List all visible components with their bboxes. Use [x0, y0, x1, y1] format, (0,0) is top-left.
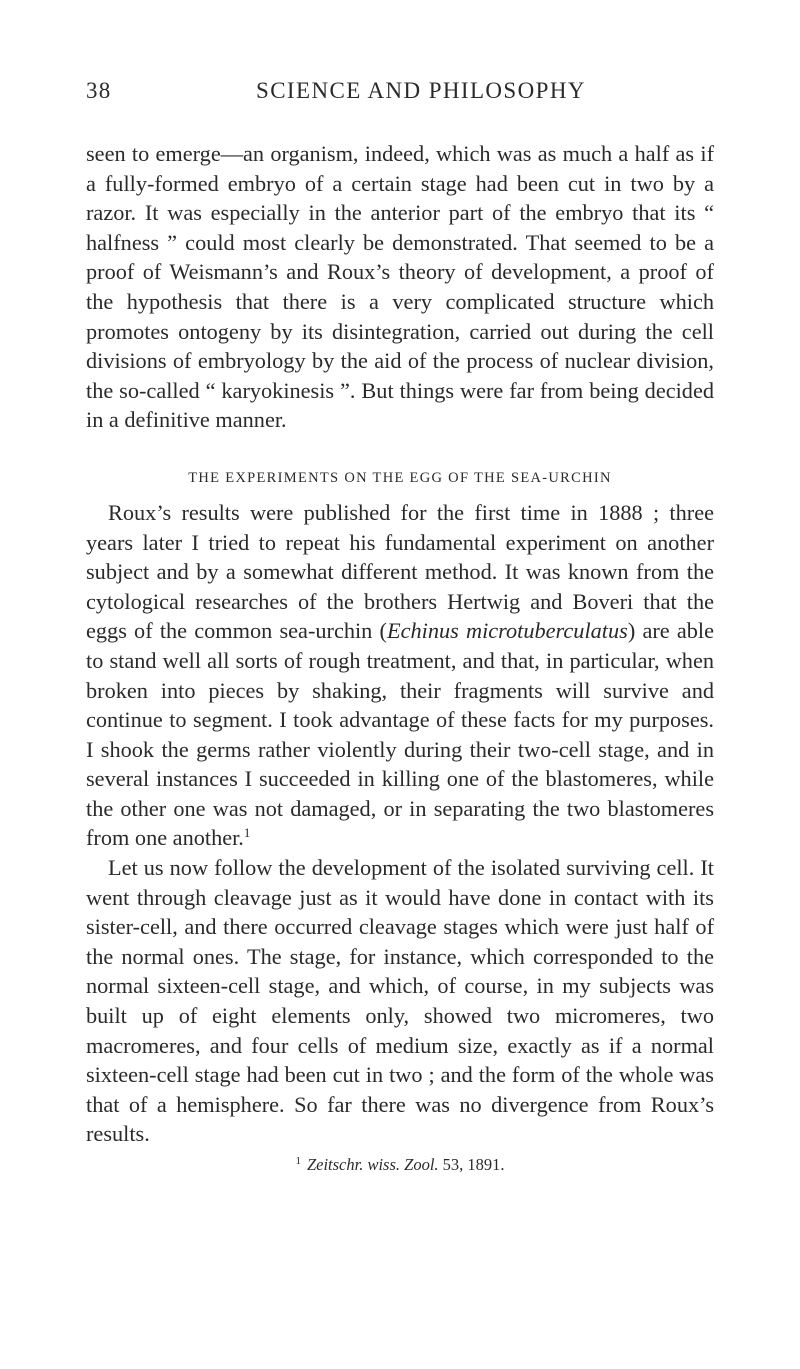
section-heading: THE EXPERIMENTS ON THE EGG OF THE SEA-URCHIN	[188, 469, 612, 486]
running-header	[86, 78, 714, 114]
footnote-journal: Zeitschr. wiss. Zool.	[306, 1155, 439, 1174]
paragraph-2	[86, 498, 714, 853]
species-name: Echinus microtuberculatus	[386, 618, 628, 644]
footnote-mark: 1	[295, 1155, 301, 1167]
paragraph-1: seen to emerge—an organism, indeed, which was as much a half as if a fully-formed embryo of a certain stage had been cut in two by a razor. It was especially in the anterior part of the embryo that its “ halfness ” could most clearly be demonstrated. That seemed to be a proof of Weismann’s and Roux’s theory of development, a proof of the hypothesis that there is a very complicated structure which promotes ontogeny by its disintegration, carried out during the cell divisions of embryology by the aid of the process of nuclear division, the so-called “ karyokinesis ”. But things were far from being decided in a definitive manner.	[86, 141, 714, 433]
paragraph-2-text-a: Roux’s results were published for the first time in 1888 ; three years later I tried to repeat his fundamental experiment on another subject and by a somewhat different method. It was known from the cytological researches of the brothers Hertwig and Boveri that the eggs of the common sea-urchin (	[86, 499, 714, 644]
page-number: 38	[86, 78, 112, 103]
running-title: SCIENCE AND PHILOSOPHY	[256, 78, 586, 103]
footnote	[86, 1150, 714, 1176]
body-text	[86, 139, 714, 1176]
footnote-reference: 1	[243, 825, 251, 841]
paragraph-2-text-b: ) are able to stand well all sorts of rough treatment, and that, in particular, when broken into pieces by shaking, their fragments will survive and continue to segment. I took advantage of these facts for my purposes. I shook the germs rather violently during their two-cell stage, and in several instances I succeeded in killing one of the blastomeres, while the other one was not damaged, or in separating the two blastomeres from one another.	[86, 618, 714, 851]
book-page	[86, 78, 714, 1176]
paragraph-3: Let us now follow the development of the isolated surviving cell. It went through cleavage just as it would have done in contact with its sister-cell, and there occurred cleavage stages which were just half of the normal ones. The stage, for instance, which corresponded to the normal sixteen-cell stage, and which, of course, in my subjects was built up of eight elements only, showed two micromeres, two macromeres, and four cells of medium size, exactly as if a normal sixteen-cell stage had been cut in two ; and the form of the whole was that of a hemisphere. So far there was no divergence from Roux’s results.	[86, 855, 714, 1147]
footnote-citation: 53, 1891.	[438, 1155, 505, 1174]
